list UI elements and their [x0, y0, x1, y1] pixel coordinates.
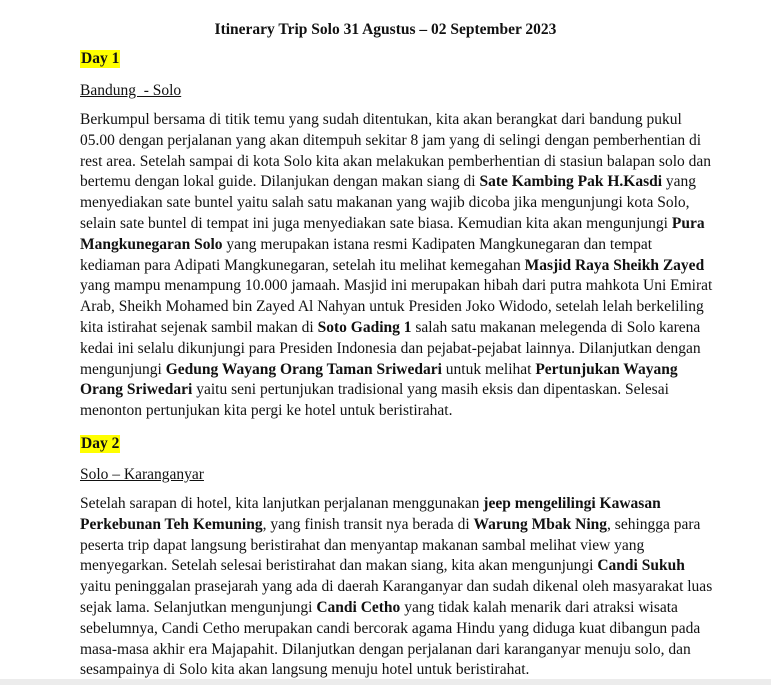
paragraph-line — [80, 577, 713, 598]
text-run: untuk melihat — [441, 360, 536, 378]
paragraph-line — [80, 598, 690, 619]
bold-place-name: Pertunjukan Wayang — [535, 360, 678, 378]
bold-place-name: Warung Mbak Ning — [473, 515, 608, 533]
bold-place-name: Masjid Raya Sheikh Zayed — [524, 256, 705, 274]
text-run: mengunjungi — [80, 360, 166, 378]
paragraph-line — [80, 318, 701, 339]
day-1-route: Bandung - Solo — [80, 82, 182, 99]
paragraph-line — [80, 536, 690, 557]
bold-place-name: Sate Kambing Pak H.Kasdi — [479, 173, 663, 191]
paragraph-line — [80, 360, 690, 381]
bold-place-name: Perkebunan Teh Kemuning — [80, 515, 263, 533]
text-run: , sehingga para — [607, 515, 701, 533]
bold-place-name: Orang Sriwedari — [80, 381, 193, 399]
text-run: yaitu seni pertunjukan tradisional yang masih eksis dan dipentaskan. Selesai — [192, 381, 669, 399]
text-run: yang merupakan istana resmi Kadipaten Mangkunegaran dan tempat — [222, 235, 653, 253]
text-run: bertemu dengan lokal guide. Dilanjukan dengan makan siang di — [80, 173, 480, 191]
bold-place-name: Soto Gading 1 — [317, 318, 412, 336]
paragraph-line — [80, 401, 690, 422]
text-run: salah satu makanan melegenda di Solo karena — [411, 318, 701, 336]
text-run: kediaman para Adipati Mangkunegaran, setelah itu melihat kemegahan — [80, 256, 525, 274]
paragraph-line — [80, 235, 690, 256]
paragraph-line — [80, 172, 697, 193]
bold-place-name: Pura — [671, 214, 705, 232]
paragraph-line — [80, 193, 690, 214]
text-run: menyediakan sate buntel yaitu salah satu makanan yang wajib dicoba jika mengunjungi kota Solo, — [80, 194, 690, 212]
text-run: Berkumpul bersama di titik temu yang sudah ditentukan, kita akan berangkat dari bandung pukul — [80, 111, 682, 128]
text-run: Arab, Sheikh Mohamed bin Zayed Al Nahyan untuk Presiden Joko Widodo, setelah lelah berkeliling — [80, 298, 704, 316]
bold-place-name: Mangkunegaran Solo — [80, 235, 223, 253]
text-run: masa-masa akhir era Majapahit. Dilanjutkan dengan perjalanan dari karanganyar menuju solo, dan — [80, 640, 691, 658]
paragraph-line — [80, 297, 704, 318]
bold-place-name: jeep mengelilingi Kawasan — [483, 495, 661, 512]
text-run: yaitu peninggalan prasejarah yang ada di daerah Karanganyar dan sudah dikenal oleh masyarakat luas — [80, 578, 713, 596]
bold-place-name: Candi Sukuh — [597, 557, 685, 575]
text-run: , yang finish transit nya berada di — [262, 515, 474, 533]
paragraph-line — [80, 619, 701, 640]
document-title: Itinerary Trip Solo 31 Agustus – 02 September 2023 — [214, 21, 557, 38]
paragraph-line — [80, 640, 690, 661]
day-2-heading: Day 2 — [81, 435, 120, 452]
text-run: selain sate buntel di tempat ini juga menyediakan sate biasa. Kemudian kita akan mengunjungi — [80, 214, 672, 232]
paragraph-line — [80, 152, 712, 173]
paragraph-line — [80, 556, 690, 577]
text-run: menonton pertunjukan kita pergi ke hotel untuk beristirahat. — [80, 402, 453, 420]
paragraph-line — [80, 494, 690, 515]
page-bottom-edge — [0, 679, 771, 685]
text-run: menyegarkan. Setelah selesai beristirahat dan makan siang, kita akan mengunjungi — [80, 557, 598, 575]
paragraph-line — [80, 110, 690, 131]
text-run: sesampainya di Solo kita akan langsung menuju hotel untuk beristirahat. — [80, 661, 530, 679]
day-1-heading: Day 1 — [81, 50, 120, 67]
paragraph-line — [80, 131, 702, 152]
text-run: yang tidak kalah menarik dari atraksi wisata — [400, 598, 678, 616]
paragraph-line — [80, 276, 713, 297]
text-run: yang — [662, 173, 697, 191]
bold-place-name: Candi Cetho — [316, 598, 401, 616]
text-run: 05.00 dengan perjalanan yang akan ditempuh sekitar 8 jam yang di selingi dengan pemberhentian di — [80, 131, 702, 149]
text-run: rest area. Setelah sampai di kota Solo kita akan melakukan pemberhentian di stasiun balapan solo dan — [80, 152, 712, 170]
paragraph-line — [80, 380, 690, 401]
paragraph-line — [80, 339, 701, 360]
day-2-route: Solo – Karanganyar — [80, 466, 204, 483]
paragraph-line — [80, 214, 705, 235]
bold-place-name: Gedung Wayang Orang Taman Sriwedari — [165, 360, 442, 378]
day-1-paragraph — [80, 110, 713, 422]
day-2-paragraph — [80, 494, 713, 681]
text-run: sejak lama. Selanjutkan mengunjungi — [80, 598, 317, 616]
text-run: kita istirahat sejenak sambil makan di — [80, 318, 318, 336]
text-run: Setelah sarapan di hotel, kita lanjutkan perjalanan menggunakan — [80, 495, 484, 512]
paragraph-line — [80, 256, 705, 277]
text-run: peserta trip dapat langsung beristirahat dan menyantap makanan sambal melihat view yang — [80, 536, 645, 554]
paragraph-line — [80, 515, 701, 536]
text-run: kedai ini selalu dikunjungi para Presiden Indonesia dan pejabat-pejabat lainnya. Dilanjutkan dengan — [80, 339, 701, 357]
text-run: yang mampu menampung 10.000 jamaah. Masjid ini merupakan hibah dari putra mahkota Uni Emirat — [80, 277, 713, 295]
text-run: sebelumnya, Candi Cetho merupakan candi bercorak agama Hindu yang diduga kuat dibangun pada — [80, 619, 701, 637]
